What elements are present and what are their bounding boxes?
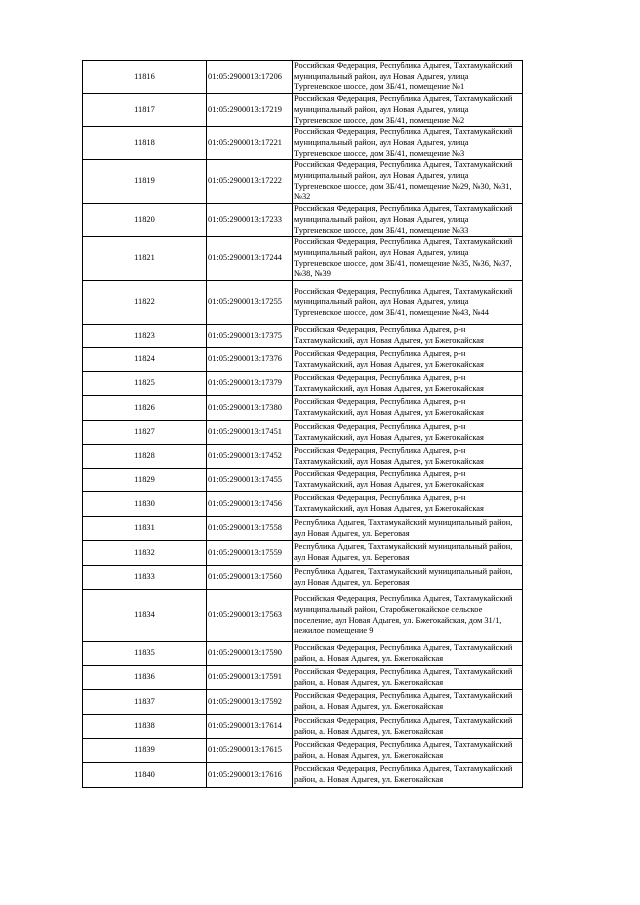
row-number-cell: 11836 (83, 666, 207, 690)
address-cell (293, 325, 523, 348)
cadastral-number-cell: 01:05:2900013:17455 (207, 469, 293, 492)
address-line: Тахтамукайский, аул Новая Адыгея, ул Бжегокайская (294, 480, 484, 490)
table-row (83, 445, 523, 469)
table-row (83, 325, 523, 348)
address-line: Российская Федерация, Республика Адыгея, Тахтамукайский (294, 715, 513, 725)
address-cell (293, 237, 523, 281)
address-cell (293, 590, 523, 642)
address-line: №38, №39 (294, 269, 331, 279)
address-cell (293, 690, 523, 715)
cadastral-number-cell: 01:05:2900013:17244 (207, 237, 293, 281)
cadastral-number-cell: 01:05:2900013:17559 (207, 541, 293, 566)
address-cell (293, 61, 523, 94)
address-line: муниципальный район, аул Новая Адыгея, улица (294, 214, 469, 224)
table-row (83, 94, 523, 127)
address-line: Российская Федерация, Республика Адыгея, р-н (294, 493, 466, 503)
address-line: Тахтамукайский, аул Новая Адыгея, ул Бжегокайская (294, 336, 484, 346)
address-line: Российская Федерация, Республика Адыгея, р-н (294, 348, 466, 358)
table-row (83, 715, 523, 739)
address-line: Российская Федерация, Республика Адыгея, Тахтамукайский (294, 739, 513, 749)
cadastral-number-cell: 01:05:2900013:17560 (207, 566, 293, 590)
row-number-cell: 11828 (83, 445, 207, 469)
address-line: Российская Федерация, Республика Адыгея, Тахтамукайский (294, 204, 513, 214)
address-line: Российская Федерация, Республика Адыгея, р-н (294, 397, 466, 407)
address-line: Тургеневское шоссе, дом 3Б/41, помещение №2 (294, 115, 465, 125)
cadastral-number-cell: 01:05:2900013:17206 (207, 61, 293, 94)
address-line: муниципальный район, аул Новая Адыгея, улица (294, 297, 469, 307)
table-row (83, 541, 523, 566)
row-number-cell: 11818 (83, 127, 207, 160)
address-line: муниципальный район, Старобжегокайское сельское (294, 604, 483, 614)
row-number-cell: 11825 (83, 372, 207, 396)
address-line: поселение, аул Новая Адыгея, ул. Бжегокайская, дом 31/1, (294, 615, 502, 625)
table-row (83, 281, 523, 325)
cadastral-number-cell: 01:05:2900013:17219 (207, 94, 293, 127)
table-row (83, 642, 523, 666)
cadastral-number-cell: 01:05:2900013:17456 (207, 492, 293, 517)
address-line: Тургеневское шоссе, дом 3Б/41, помещение №29, №30, №31, (294, 181, 512, 191)
address-line: Российская Федерация, Республика Адыгея, р-н (294, 325, 466, 335)
cadastral-number-cell: 01:05:2900013:17452 (207, 445, 293, 469)
table-row (83, 763, 523, 788)
cadastral-number-cell: 01:05:2900013:17563 (207, 590, 293, 642)
address-line: аул Новая Адыгея, ул. Береговая (294, 528, 410, 538)
address-line: Тахтамукайский, аул Новая Адыгея, ул Бжегокайская (294, 456, 484, 466)
address-line: муниципальный район, аул Новая Адыгея, улица (294, 171, 469, 181)
row-number-cell: 11817 (83, 94, 207, 127)
row-number-cell: 11819 (83, 160, 207, 204)
row-number-cell: 11830 (83, 492, 207, 517)
address-cell (293, 492, 523, 517)
row-number-cell: 11832 (83, 541, 207, 566)
address-cell (293, 281, 523, 325)
address-cell (293, 160, 523, 204)
address-line: Российская Федерация, Республика Адыгея, р-н (294, 445, 466, 455)
address-line: Российская Федерация, Республика Адыгея, р-н (294, 372, 466, 382)
row-number-cell: 11833 (83, 566, 207, 590)
address-line: муниципальный район, аул Новая Адыгея, улица (294, 104, 469, 114)
table-row (83, 421, 523, 445)
address-line: Российская Федерация, Республика Адыгея, Тахтамукайский (294, 94, 513, 104)
address-line: Российская Федерация, Республика Адыгея, р-н (294, 469, 466, 479)
cadastral-number-cell: 01:05:2900013:17614 (207, 715, 293, 739)
table-row (83, 237, 523, 281)
cadastral-number-cell: 01:05:2900013:17558 (207, 517, 293, 541)
address-line: Тургеневское шоссе, дом 3Б/41, помещение №1 (294, 82, 465, 92)
address-line: Российская Федерация, Республика Адыгея, Тахтамукайский (294, 127, 513, 137)
address-cell (293, 396, 523, 421)
address-line: Российская Федерация, Республика Адыгея, Тахтамукайский (294, 160, 513, 170)
cadastral-number-cell: 01:05:2900013:17591 (207, 666, 293, 690)
address-line: район, а. Новая Адыгея, ул. Бжегокайская (294, 677, 444, 687)
address-line: Республика Адыгея, Тахтамукайский муниципальный район, (294, 542, 513, 552)
address-cell (293, 541, 523, 566)
row-number-cell: 11840 (83, 763, 207, 788)
table-row (83, 160, 523, 204)
address-cell (293, 445, 523, 469)
cadastral-number-cell: 01:05:2900013:17615 (207, 739, 293, 763)
table-row (83, 469, 523, 492)
address-line: Тургеневское шоссе, дом 3Б/41, помещение №33 (294, 225, 469, 235)
address-line: Российская Федерация, Республика Адыгея, Тахтамукайский (294, 764, 513, 774)
address-line: Тахтамукайский, аул Новая Адыгея, ул Бжегокайская (294, 432, 484, 442)
row-number-cell: 11823 (83, 325, 207, 348)
address-line: №32 (294, 192, 311, 202)
table-row (83, 566, 523, 590)
address-line: Тахтамукайский, аул Новая Адыгея, ул Бжегокайская (294, 383, 484, 393)
table-row (83, 372, 523, 396)
address-cell (293, 566, 523, 590)
address-cell (293, 421, 523, 445)
registry-table-body (83, 61, 523, 788)
row-number-cell: 11829 (83, 469, 207, 492)
table-row (83, 492, 523, 517)
address-cell (293, 372, 523, 396)
address-cell (293, 348, 523, 372)
table-row (83, 396, 523, 421)
cadastral-number-cell: 01:05:2900013:17380 (207, 396, 293, 421)
table-row (83, 61, 523, 94)
table-row (83, 517, 523, 541)
address-line: Тургеневское шоссе, дом 3Б/41, помещение №43, №44 (294, 307, 489, 317)
cadastral-number-cell: 01:05:2900013:17375 (207, 325, 293, 348)
address-line: Тургеневское шоссе, дом 3Б/41, помещение №3 (294, 148, 465, 158)
address-cell (293, 739, 523, 763)
table-row (83, 690, 523, 715)
address-line: район, а. Новая Адыгея, ул. Бжегокайская (294, 750, 444, 760)
table-row (83, 204, 523, 237)
address-line: Российская Федерация, Республика Адыгея, Тахтамукайский (294, 691, 513, 701)
address-line: муниципальный район, аул Новая Адыгея, улица (294, 71, 469, 81)
cadastral-number-cell: 01:05:2900013:17376 (207, 348, 293, 372)
address-cell (293, 517, 523, 541)
table-row (83, 348, 523, 372)
address-line: Республика Адыгея, Тахтамукайский муниципальный район, (294, 517, 513, 527)
cadastral-number-cell: 01:05:2900013:17221 (207, 127, 293, 160)
cadastral-number-cell: 01:05:2900013:17592 (207, 690, 293, 715)
table-row (83, 739, 523, 763)
address-line: Российская Федерация, Республика Адыгея, Тахтамукайский (294, 237, 513, 247)
address-cell (293, 715, 523, 739)
row-number-cell: 11822 (83, 281, 207, 325)
address-line: Российская Федерация, Республика Адыгея, р-н (294, 421, 466, 431)
address-cell (293, 642, 523, 666)
cadastral-number-cell: 01:05:2900013:17590 (207, 642, 293, 666)
address-line: Российская Федерация, Республика Адыгея, Тахтамукайский (294, 594, 513, 604)
property-registry-table (82, 60, 523, 788)
row-number-cell: 11826 (83, 396, 207, 421)
row-number-cell: 11816 (83, 61, 207, 94)
row-number-cell: 11837 (83, 690, 207, 715)
row-number-cell: 11820 (83, 204, 207, 237)
address-line: район, а. Новая Адыгея, ул. Бжегокайская (294, 653, 444, 663)
address-line: муниципальный район, аул Новая Адыгея, улица (294, 137, 469, 147)
address-line: нежилое помещение 9 (294, 626, 374, 636)
row-number-cell: 11831 (83, 517, 207, 541)
table-row (83, 127, 523, 160)
address-cell (293, 127, 523, 160)
address-line: аул Новая Адыгея, ул. Береговая (294, 553, 410, 563)
row-number-cell: 11824 (83, 348, 207, 372)
address-line: аул Новая Адыгея, ул. Береговая (294, 577, 410, 587)
row-number-cell: 11835 (83, 642, 207, 666)
table-row (83, 666, 523, 690)
address-line: муниципальный район, аул Новая Адыгея, улица (294, 247, 469, 257)
cadastral-number-cell: 01:05:2900013:17233 (207, 204, 293, 237)
address-line: район, а. Новая Адыгея, ул. Бжегокайская (294, 775, 444, 785)
cadastral-number-cell: 01:05:2900013:17616 (207, 763, 293, 788)
address-cell (293, 94, 523, 127)
address-line: Российская Федерация, Республика Адыгея, Тахтамукайский (294, 286, 513, 296)
address-line: Республика Адыгея, Тахтамукайский муниципальный район, (294, 566, 513, 576)
cadastral-number-cell: 01:05:2900013:17222 (207, 160, 293, 204)
row-number-cell: 11838 (83, 715, 207, 739)
address-line: Тахтамукайский, аул Новая Адыгея, ул Бжегокайская (294, 504, 484, 514)
address-line: район, а. Новая Адыгея, ул. Бжегокайская (294, 702, 444, 712)
row-number-cell: 11821 (83, 237, 207, 281)
table-row (83, 590, 523, 642)
address-line: Тахтамукайский, аул Новая Адыгея, ул Бжегокайская (294, 359, 484, 369)
cadastral-number-cell: 01:05:2900013:17255 (207, 281, 293, 325)
address-cell (293, 666, 523, 690)
row-number-cell: 11834 (83, 590, 207, 642)
address-cell (293, 763, 523, 788)
address-cell (293, 469, 523, 492)
row-number-cell: 11827 (83, 421, 207, 445)
address-line: Тургеневское шоссе, дом 3Б/41, помещение №35, №36, №37, (294, 258, 512, 268)
cadastral-number-cell: 01:05:2900013:17379 (207, 372, 293, 396)
cadastral-number-cell: 01:05:2900013:17451 (207, 421, 293, 445)
address-line: Российская Федерация, Республика Адыгея, Тахтамукайский (294, 61, 513, 70)
row-number-cell: 11839 (83, 739, 207, 763)
address-line: Тахтамукайский, аул Новая Адыгея, ул Бжегокайская (294, 408, 484, 418)
address-line: район, а. Новая Адыгея, ул. Бжегокайская (294, 726, 444, 736)
address-cell (293, 204, 523, 237)
address-line: Российская Федерация, Республика Адыгея, Тахтамукайский (294, 666, 513, 676)
address-line: Российская Федерация, Республика Адыгея, Тахтамукайский (294, 642, 513, 652)
